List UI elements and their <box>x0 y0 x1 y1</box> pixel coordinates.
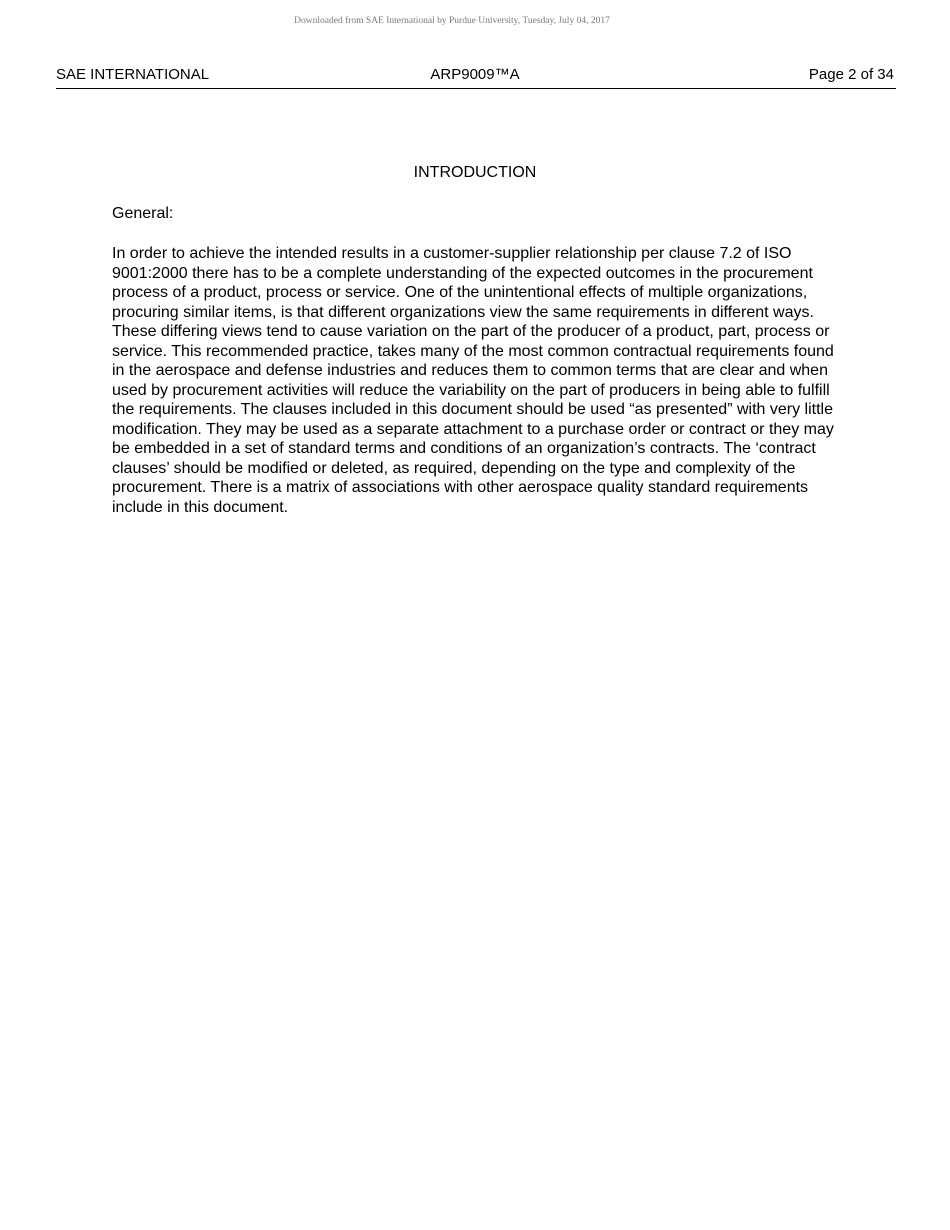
header-page-indicator: Page 2 of 34 <box>808 66 894 83</box>
header-document-id: ARP9009™A <box>430 66 520 83</box>
page-header <box>56 66 896 89</box>
section-title: INTRODUCTION <box>413 164 537 181</box>
body-paragraph: In order to achieve the intended results in a customer-supplier relationship per clause 7.2 of ISO 9001:2000 there has to be a complete understanding of the expected outcomes in the procurement process of a product, process or service. One of the unintentional effects of multiple organizations, procuring similar items, is that different organizations view the same requirements in different ways. These differing views tend to cause variation on the part of the producer of a product, part, process or service. This recommended practice, takes many of the most common contractual requirements found in the aerospace and defense industries and reduces them to common terms that are clear and when used by procurement activities will reduce the variability on the part of producers in being able to fulfill the requirements. The clauses included in this document should be used “as presented” with very little modification. They may be used as a separate attachment to a purchase order or contract or they may be embedded in a set of standard terms and conditions of an organization’s contracts. The ‘contract clauses’ should be modified or deleted, as required, depending on the type and complexity of the procurement. There is a matrix of associations with other aerospace quality standard requirements include in this document. <box>112 245 834 516</box>
download-watermark: Downloaded from SAE International by Purdue University, Tuesday, July 04, 2017 <box>294 16 610 26</box>
section-subheading: General: <box>112 205 174 222</box>
header-organization: SAE INTERNATIONAL <box>56 66 210 83</box>
